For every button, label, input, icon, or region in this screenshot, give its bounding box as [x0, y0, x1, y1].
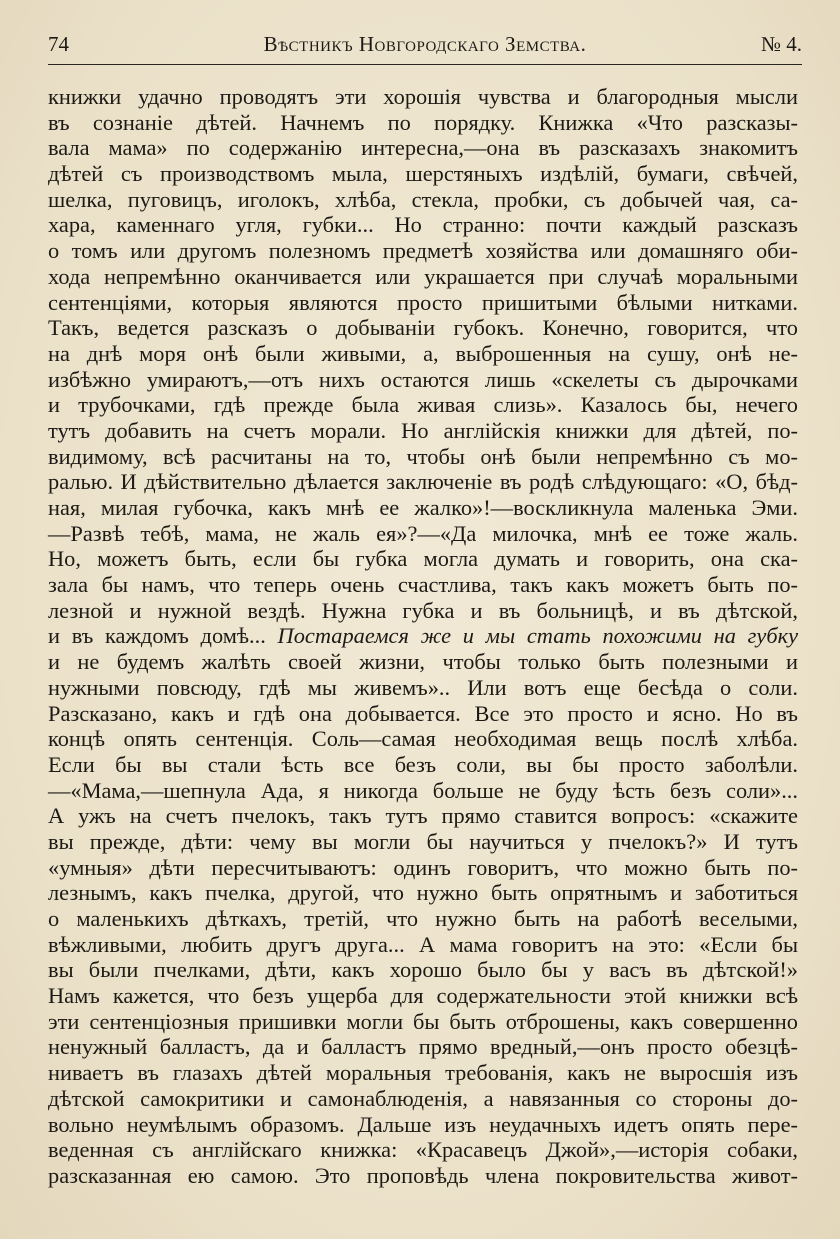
text-line: и трубочками, гдѣ прежде была живая слизь». Казалось бы, нечего	[48, 392, 798, 418]
text-line: видимому, всѣ расчитаны на то, чтобы онѣ были непремѣнно съ мо-	[48, 443, 798, 469]
text-line: «умныя» дѣти пересчитываютъ: одинъ говоритъ, что можно быть по-	[48, 854, 798, 880]
text-line: дѣтской самокритики и самонаблюденія, а навязанныя со стороны до-	[48, 1085, 798, 1111]
text-line: ниваетъ въ глазахъ дѣтей моральныя требованія, какъ не выросшія изъ	[48, 1060, 798, 1086]
text-line: зала бы намъ, что теперь очень счастлива, такъ какъ можетъ быть по-	[48, 572, 798, 598]
text-line: Но, можетъ быть, если бы губка могла думать и говорить, она ска-	[48, 546, 798, 572]
text-line: ралью. И дѣйствительно дѣлается заключеніе въ родѣ слѣдующаго: «О, бѣд-	[48, 469, 798, 495]
text-line: Если бы вы стали ѣсть все безъ соли, вы бы просто заболѣли.	[48, 751, 798, 777]
text-line: тутъ добавить на счетъ морали. Но англійскія книжки для дѣтей, по-	[48, 417, 798, 443]
text-line: Разсказано, какъ и гдѣ она добывается. Все это просто и ясно. Но въ	[48, 700, 798, 726]
italic-emphasis: Постараемся же и мы стать похожими на губку	[277, 623, 799, 649]
issue-number: № 4.	[760, 32, 802, 56]
text-line: въ сознаніе дѣтей. Начнемъ по порядку. Книжка «Что разсказы-	[48, 109, 798, 135]
page-header	[48, 30, 802, 65]
text-line: концѣ опять сентенція. Соль—самая необходимая вещь послѣ хлѣба.	[48, 726, 798, 752]
text-line: избѣжно умираютъ,—отъ нихъ остаются лишь «скелеты съ дырочками	[48, 366, 798, 392]
text-line	[48, 623, 798, 649]
text-line: дѣтей съ производствомъ мыла, шерстяныхъ издѣлій, бумаги, свѣчей,	[48, 161, 798, 187]
text-line: о томъ или другомъ полезномъ предметѣ хозяйства или домашняго оби-	[48, 238, 798, 264]
text-line: на днѣ моря онѣ были живыми, а, выброшенныя на сушу, онѣ не-	[48, 340, 798, 366]
text-line: о маленькихъ дѣткахъ, третій, что нужно быть на работѣ веселыми,	[48, 906, 798, 931]
text-line: —«Мама,—шепнула Ада, я никогда больше не буду ѣсть безъ соли»...	[48, 777, 798, 803]
text-line: эти сентенціозныя пришивки могли бы быть отброшены, какъ совершенно	[48, 1008, 798, 1034]
text-line: Намъ кажется, что безъ ущерба для содержательности этой книжки всѣ	[48, 983, 798, 1009]
text-line: вольно неумѣлымъ образомъ. Дальше изъ неудачныхъ идетъ опять пере-	[48, 1111, 798, 1137]
text-line: книжки удачно проводятъ эти хорошія чувства и благородныя мысли	[48, 84, 798, 109]
text-line: хода непремѣнно оканчивается или украшается при случаѣ моральными	[48, 263, 798, 289]
text-line: разсказанная ею самою. Это проповѣдь члена покровительства живот-	[48, 1162, 798, 1188]
text-line: ная, милая губочка, какъ мнѣ ее жалко»!—воскликнула маленька Эми.	[48, 495, 798, 520]
text-segment: и въ каждомъ домѣ...	[48, 623, 278, 649]
text-line: вы прежде, дѣти: чему вы могли бы научиться у пчелокъ?» И тутъ	[48, 828, 798, 854]
text-line: вѣжливыми, любить другъ друга... А мама говоритъ на это: «Если бы	[48, 931, 798, 957]
text-line: лезной и нужной вездѣ. Нужна губка и въ больницѣ, и въ дѣтской,	[48, 597, 798, 623]
text-line: лезнымъ, какъ пчелка, другой, что нужно быть опрятнымъ и заботиться	[48, 880, 798, 906]
text-line: и не будемъ жалѣть своей жизни, чтобы только быть полезными и	[48, 649, 798, 675]
text-line: вы были пчелками, дѣти, какъ хорошо было бы у васъ въ дѣтской!»	[48, 957, 798, 983]
text-line: —Развѣ тебѣ, мама, не жаль ея»?—«Да милочка, мнѣ ее тоже жаль.	[48, 520, 798, 546]
text-line: вала мама» по содержанію интересна,—она въ разсказахъ знакомитъ	[48, 135, 798, 161]
text-line: нужными повсюду, гдѣ мы живемъ».. Или вотъ еще бесѣда о соли.	[48, 674, 798, 700]
text-line: шелка, пуговицъ, иголокъ, хлѣба, стекла, пробки, съ добычей чая, са-	[48, 186, 798, 212]
journal-title: Вѣстникъ Новгородскаго Земства.	[263, 32, 587, 56]
text-line: А ужъ на счетъ пчелокъ, такъ тутъ прямо ставится вопросъ: «скажите	[48, 803, 798, 829]
text-line: веденная съ англійскаго книжка: «Красавецъ Джой»,—исторія собаки,	[48, 1137, 798, 1163]
text-line: ненужный балластъ, да и балластъ прямо вредный,—онъ просто обезцѣ-	[48, 1034, 798, 1060]
text-line: сентенціями, которыя являются просто пришитыми бѣлыми нитками.	[48, 289, 798, 315]
body-text	[48, 84, 798, 1189]
text-line: Такъ, ведется разсказъ о добываніи губокъ. Конечно, говорится, что	[48, 315, 798, 341]
text-line: хара, каменнаго угля, губки... Но странно: почти каждый разсказъ	[48, 212, 798, 238]
page-number: 74	[48, 32, 69, 56]
